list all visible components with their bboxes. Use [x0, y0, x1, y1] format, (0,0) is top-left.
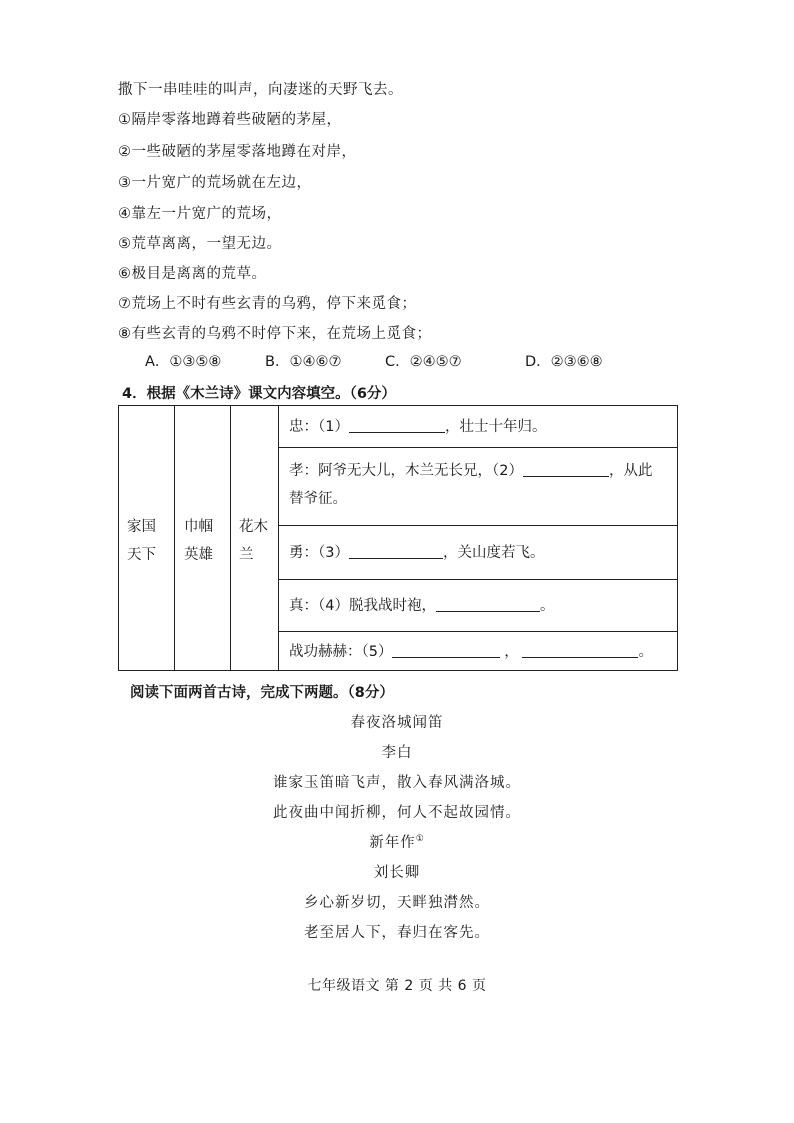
sentence-item-6: ⑥极目是离离的荒草。 [118, 266, 267, 282]
row-text: ，从此 [608, 463, 653, 479]
cell-text: 家国 [127, 519, 156, 535]
sentence-item-4: ④靠左一片宽广的荒场， [118, 206, 282, 222]
footnote-mark: ① [415, 834, 425, 845]
poem1-line-2: 此夜曲中闻折柳，何人不起故园情。 [273, 805, 521, 821]
sentence-item-2: ②一些破陋的茅屋零落地蹲在对岸， [118, 144, 357, 160]
cell-text: 花木 [239, 519, 268, 535]
poem2-title: 新年作 [369, 835, 416, 851]
sentence-item-1: ①隔岸零落地蹲着些破陋的茅屋， [118, 112, 342, 128]
poem2-line-1: 乡心新岁切，天畔独潸然。 [304, 895, 490, 911]
table-col-jinguo [175, 406, 231, 670]
row-text: 孝：阿爷无大儿，木兰无长兄，（2） [289, 463, 523, 479]
answer-blank-5b[interactable] [522, 643, 638, 658]
poem2-author: 刘长卿 [373, 865, 421, 881]
cell-text: 兰 [239, 547, 254, 563]
table-row-yong [279, 526, 677, 580]
sentence-item-5: ⑤荒草离离，一望无边。 [118, 236, 282, 252]
option-d[interactable]: D．②③⑥⑧ [525, 354, 603, 370]
answer-blank-3[interactable] [349, 544, 443, 559]
row-text: ， [504, 644, 519, 660]
reading-instruction: 阅读下面两首古诗，完成下两题。（8分） [130, 685, 394, 701]
answer-blank-5a[interactable] [392, 643, 500, 658]
row-text: ，关山度若飞。 [442, 545, 545, 561]
question-4-title: 4．根据《木兰诗》课文内容填空。（6分） [122, 386, 396, 402]
option-b[interactable]: B．①④⑥⑦ [265, 354, 342, 370]
row-text: 勇：（3） [289, 545, 349, 561]
mulan-fill-table [118, 405, 678, 671]
cell-text: 天下 [127, 547, 156, 563]
cell-text: 巾帼 [184, 519, 213, 535]
table-row-zhen [279, 580, 677, 632]
option-c[interactable]: C．②④⑤⑦ [385, 354, 462, 370]
row-text: 战功赫赫：（5） [289, 644, 393, 660]
sentence-item-3: ③一片宽广的荒场就在左边， [118, 175, 312, 191]
option-a[interactable]: A．①③⑤⑧ [145, 354, 222, 370]
table-col-mulan [231, 406, 279, 670]
row-text: 。 [638, 644, 653, 660]
poem2-line-2: 老至居人下，春归在客先。 [304, 925, 490, 941]
cell-text: 英雄 [184, 547, 213, 563]
answer-blank-4[interactable] [436, 597, 540, 612]
table-row-zhangong [279, 632, 677, 672]
table-row-xiao [279, 448, 677, 526]
poem1-title: 春夜洛城闻笛 [350, 715, 444, 731]
table-col-jiaguo [119, 406, 175, 670]
passage-line: 撒下一串哇哇的叫声，向凄迷的天野飞去。 [118, 82, 403, 98]
row-text: 替爷征。 [289, 491, 347, 507]
page-footer: 七年级语文 第 2 页 共 6 页 [307, 978, 487, 994]
row-text: ，壮士十年归。 [444, 419, 547, 435]
sentence-item-8: ⑧有些玄青的乌鸦不时停下来，在荒场上觅食； [118, 326, 432, 342]
poem1-author: 李白 [381, 745, 413, 761]
table-row-zhong [279, 406, 677, 448]
poem1-line-1: 谁家玉笛暗飞声，散入春风满洛城。 [273, 775, 521, 791]
row-text: 。 [539, 598, 555, 614]
row-text: 忠：（1） [289, 419, 349, 435]
poem2-title-wrap [0, 831, 794, 852]
row-text: 真：（4）脱我战时袍， [289, 598, 436, 614]
answer-blank-2[interactable] [523, 462, 609, 477]
answer-blank-1[interactable] [349, 418, 445, 433]
sentence-item-7: ⑦荒场上不时有些玄青的乌鸦，停下来觅食； [118, 296, 417, 312]
